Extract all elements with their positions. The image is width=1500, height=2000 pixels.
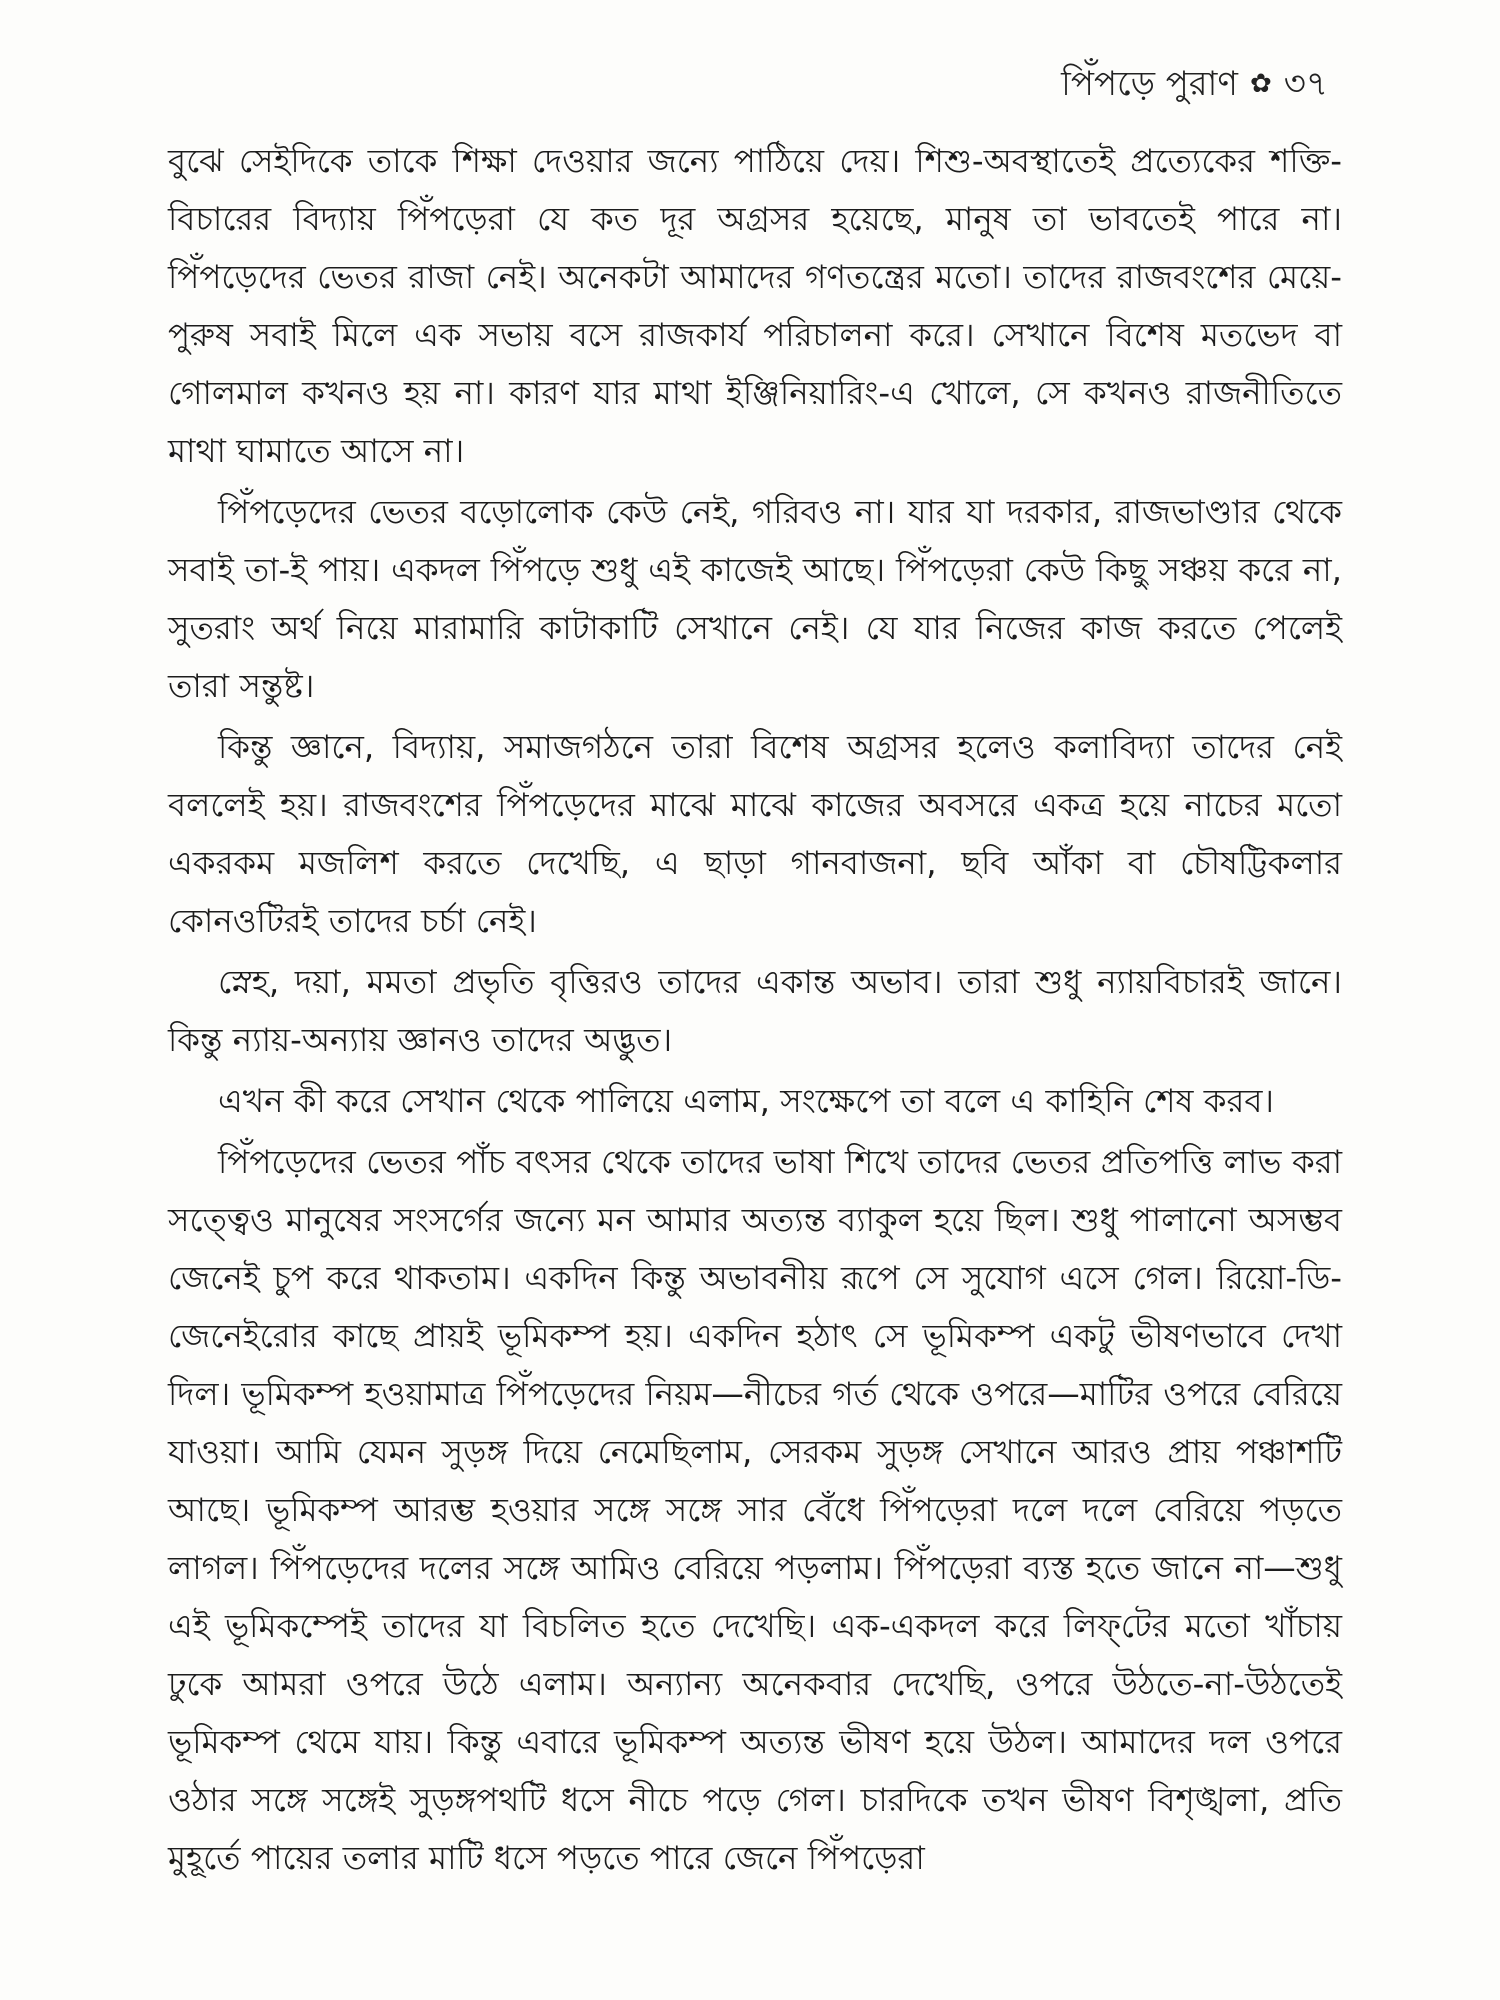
book-title: পিঁপড়ে পুরাণ xyxy=(1061,64,1238,104)
paragraph-2: পিঁপড়েদের ভেতর বড়োলোক কেউ নেই, গরিবও না। যার যা দরকার, রাজভাণ্ডার থেকে সবাই তা-ই পায়। একদল পিঁপড়ে শুধু এই কাজেই আছে। পিঁপড়েরা কেউ কিছু সঞ্চয় করে না, সুতরাং অর্থ নিয়ে মারামারি কাটাকাটি সেখানে নেই। যে যার নিজের কাজ করতে পেলেই তারা সন্তুষ্ট। xyxy=(168,493,1342,705)
paragraph-3: কিন্তু জ্ঞানে, বিদ্যায়, সমাজগঠনে তারা বিশেষ অগ্রসর হলেও কলাবিদ্যা তাদের নেই বললেই হয়। রাজবংশের পিঁপড়েদের মাঝে মাঝে কাজের অবসরে একত্র হয়ে নাচের মতো একরকম মজলিশ করতে দেখেছি, এ ছাড়া গানবাজনা, ছবি আঁকা বা চৌষট্টিকলার কোনওটিরই তাদের চর্চা নেই। xyxy=(168,728,1342,940)
paragraph-4: স্নেহ, দয়া, মমতা প্রভৃতি বৃত্তিরও তাদের একান্ত অভাব। তারা শুধু ন্যায়বিচারই জানে। কিন্তু ন্যায়-অন্যায় জ্ঞানও তাদের অদ্ভুত। xyxy=(168,963,1342,1059)
page-number: ৩৭ xyxy=(1283,64,1328,104)
body-text xyxy=(168,132,1342,1890)
flower-ornament-icon: ✿ xyxy=(1249,69,1272,99)
running-head xyxy=(1061,58,1328,110)
paragraph-5: এখন কী করে সেখান থেকে পালিয়ে এলাম, সংক্ষেপে তা বলে এ কাহিনি শেষ করব। xyxy=(218,1082,1275,1120)
paragraph-6: পিঁপড়েদের ভেতর পাঁচ বৎসর থেকে তাদের ভাষা শিখে তাদের ভেতর প্রতিপত্তি লাভ করা সত্ত্বেও মানুষের সংসর্গের জন্যে মন আমার অত্যন্ত ব্যাকুল হয়ে ছিল। শুধু পালানো অসম্ভব জেনেই চুপ করে থাকতাম। একদিন কিন্তু অভাবনীয় রূপে সে সুযোগ এসে গেল। রিয়ো-ডি-জেনেইরোর কাছে প্রায়ই ভূমিকম্প হয়। একদিন হঠাৎ সে ভূমিকম্প একটু ভীষণভাবে দেখা দিল। ভূমিকম্প হওয়ামাত্র পিঁপড়েদের নিয়ম—নীচের গর্ত থেকে ওপরে—মাটির ওপরে বেরিয়ে যাওয়া। আমি যেমন সুড়ঙ্গ দিয়ে নেমেছিলাম, সেরকম সুড়ঙ্গ সেখানে আরও প্রায় পঞ্চাশটি আছে। ভূমিকম্প আরম্ভ হওয়ার সঙ্গে সঙ্গে সার বেঁধে পিঁপড়েরা দলে দলে বেরিয়ে পড়তে লাগল। পিঁপড়েদের দলের সঙ্গে আমিও বেরিয়ে পড়লাম। পিঁপড়েরা ব্যস্ত হতে জানে না—শুধু এই ভূমিকম্পেই তাদের যা বিচলিত হতে দেখেছি। এক-একদল করে লিফ্‌টের মতো খাঁচায় ঢুকে আমরা ওপরে উঠে এলাম। অন্যান্য অনেকবার দেখেছি, ওপরে উঠতে-না-উঠতেই ভূমিকম্প থেমে যায়। কিন্তু এবারে ভূমিকম্প অত্যন্ত ভীষণ হয়ে উঠল। আমাদের দল ওপরে ওঠার সঙ্গে সঙ্গেই সুড়ঙ্গপথটি ধসে নীচে পড়ে গেল। চারদিকে তখন ভীষণ বিশৃঙ্খলা, প্রতি মুহূর্তে পায়ের তলার মাটি ধসে পড়তে পারে জেনে পিঁপড়েরা xyxy=(168,1143,1342,1877)
paragraph-1: বুঝে সেইদিকে তাকে শিক্ষা দেওয়ার জন্যে পাঠিয়ে দেয়। শিশু-অবস্থাতেই প্রত্যেকের শক্তি-বিচারের বিদ্যায় পিঁপড়েরা যে কত দূর অগ্রসর হয়েছে, মানুষ তা ভাবতেই পারে না। পিঁপড়েদের ভেতর রাজা নেই। অনেকটা আমাদের গণতন্ত্রের মতো। তাদের রাজবংশের মেয়ে-পুরুষ সবাই মিলে এক সভায় বসে রাজকার্য পরিচালনা করে। সেখানে বিশেষ মতভেদ বা গোলমাল কখনও হয় না। কারণ যার মাথা ইঞ্জিনিয়ারিং-এ খোলে, সে কখনও রাজনীতিতে মাথা ঘামাতে আসে না। xyxy=(168,142,1342,470)
